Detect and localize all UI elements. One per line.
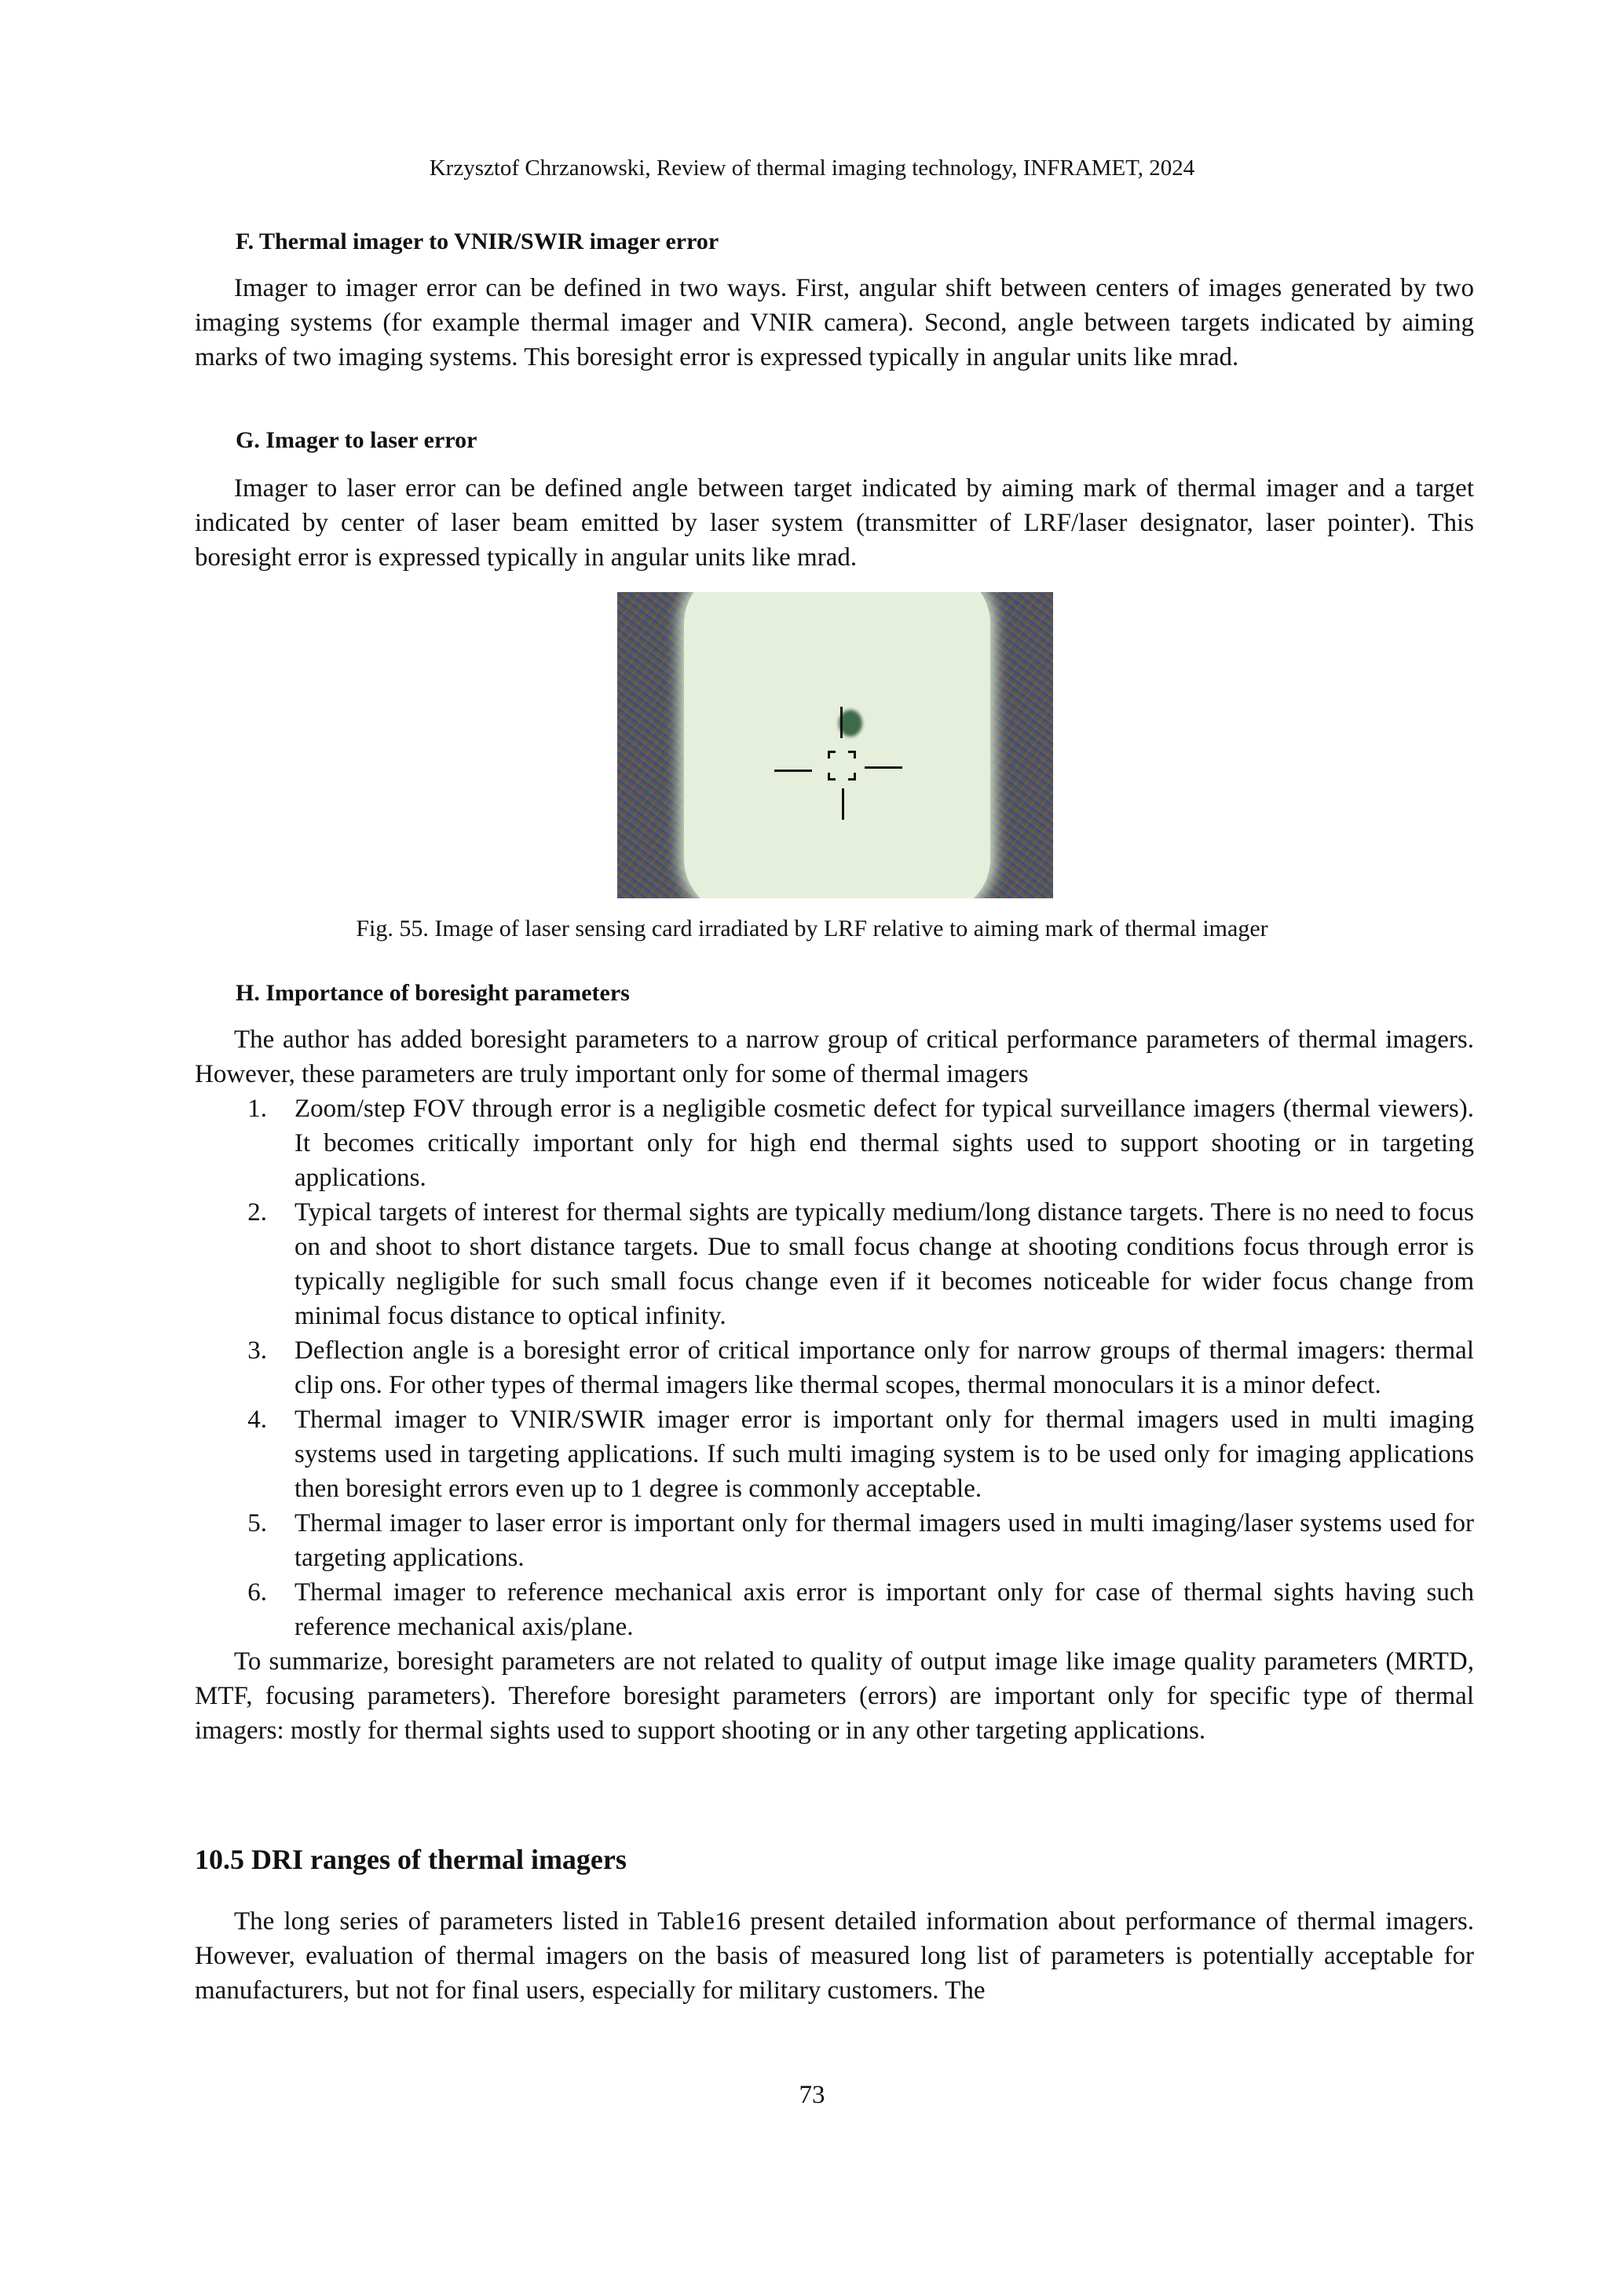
section-h-body	[195, 1022, 1474, 1748]
page-number: 73	[799, 2081, 825, 2109]
list-text: Typical targets of interest for thermal sights are typically medium/long distance targets. There is no need to focus on and shoot to short distance targets. Due to small focus change at shooting conditions focus through error is typically negligible for such small focus change even if it becomes noticeable for wider focus change from minimal focus distance to optical infinity.	[294, 1198, 1474, 1330]
list-number: 2.	[247, 1198, 267, 1227]
list-item	[195, 1575, 1474, 1644]
list-item	[195, 1506, 1474, 1575]
heading-10-5: 10.5 DRI ranges of thermal imagers	[195, 1844, 627, 1875]
list-number: 6.	[247, 1578, 267, 1607]
sensing-card	[684, 592, 990, 898]
list-text: Zoom/step FOV through error is a negligible cosmetic defect for typical surveillance imagers (thermal viewers). It becomes critically important only for high end thermal sights used to support shooting or in targeting applications.	[294, 1095, 1474, 1192]
list-item	[195, 1195, 1474, 1333]
laser-sensing-card-image	[617, 592, 1053, 898]
heading-g: G. Imager to laser error	[236, 427, 477, 453]
list-number: 1.	[247, 1095, 267, 1123]
list-text: Thermal imager to reference mechanical axis error is important only for case of thermal sights having such reference mechanical axis/plane.	[294, 1578, 1474, 1641]
list-number: 4.	[247, 1406, 267, 1434]
list-number: 3.	[247, 1336, 267, 1365]
heading-f: F. Thermal imager to VNIR/SWIR imager error	[236, 229, 719, 254]
running-header: Krzysztof Chrzanowski, Review of thermal imaging technology, INFRAMET, 2024	[429, 155, 1195, 181]
paragraph-10-5: The long series of parameters listed in Table16 present detailed information about performance of thermal imagers. However, evaluation of thermal imagers on the basis of measured long list of parameters is potentially acceptable for manufacturers, but not for final users, especially for military customers. The	[195, 1907, 1474, 2005]
importance-list	[195, 1091, 1474, 1644]
list-item	[195, 1091, 1474, 1195]
list-item	[195, 1402, 1474, 1506]
figure-caption: Fig. 55. Image of laser sensing card irradiated by LRF relative to aiming mark of thermal imager	[356, 916, 1268, 941]
list-item	[195, 1333, 1474, 1402]
paragraph-h-summary: To summarize, boresight parameters are not related to quality of output image like image quality parameters (MRTD, MTF, focusing parameters). Therefore boresight parameters (errors) are important only for specific type of thermal imagers: mostly for thermal sights used to support shooting or in any other targeting applications.	[195, 1647, 1474, 1745]
heading-h: H. Importance of boresight parameters	[236, 980, 630, 1006]
paragraph-h-intro: The author has added boresight parameters to a narrow group of critical performance parameters of thermal imagers. However, these parameters are truly important only for some of thermal imagers	[195, 1026, 1474, 1088]
list-text: Thermal imager to laser error is important only for thermal imagers used in multi imaging/laser systems used for targeting applications.	[294, 1509, 1474, 1572]
list-text: Thermal imager to VNIR/SWIR imager error is important only for thermal imagers used in multi imaging systems used in targeting applications. If such multi imaging system is to be used only for imaging applications then boresight errors even up to 1 degree is commonly acceptable.	[294, 1406, 1474, 1503]
paragraph-g: Imager to laser error can be defined angle between target indicated by aiming mark of thermal imager and a target indicated by center of laser beam emitted by laser system (transmitter of LRF/laser designator, laser pointer). This boresight error is expressed typically in angular units like mrad.	[195, 474, 1474, 572]
list-number: 5.	[247, 1509, 267, 1537]
list-text: Deflection angle is a boresight error of critical importance only for narrow groups of thermal imagers: thermal clip ons. For other types of thermal imagers like thermal scopes, thermal monoculars it is a minor defect.	[294, 1336, 1474, 1399]
paragraph-f: Imager to imager error can be defined in two ways. First, angular shift between centers of images generated by two imaging systems (for example thermal imager and VNIR camera). Second, angle between targets indicated by aiming marks of two imaging systems. This boresight error is expressed typically in angular units like mrad.	[195, 274, 1474, 371]
